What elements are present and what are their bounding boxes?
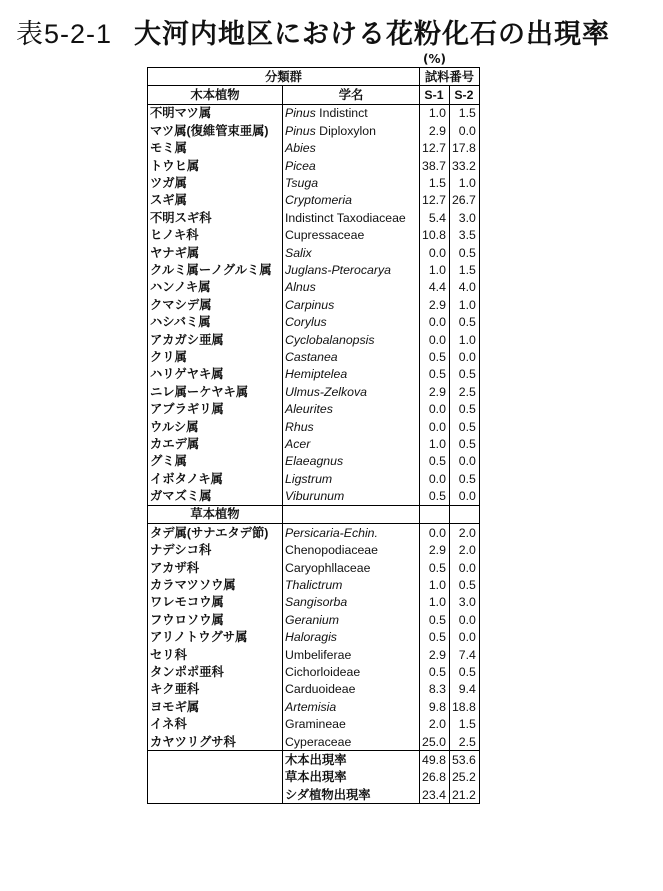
scientific-name-italic: Carpinus [285,297,335,312]
table-row [148,227,480,244]
value-s1: 0.0 [420,400,450,417]
table-row [148,629,480,646]
section-herb-label: 草本植物 [148,505,283,523]
scientific-name-italic: Pinus [285,123,316,138]
value-s1: 1.0 [420,261,450,278]
taxon-scientific-name [283,576,420,593]
table-row [148,663,480,680]
taxon-scientific-name [283,227,420,244]
scientific-name-plain: Indistinct Taxodiaceae [285,210,406,225]
taxon-japanese-name: アカザ科 [148,559,283,576]
value-s2: 0.0 [449,122,479,139]
taxon-japanese-name: クルミ属ーノグルミ属 [148,261,283,278]
value-s2: 1.5 [449,104,479,122]
value-s1: 1.0 [420,594,450,611]
value-s2: 1.0 [449,174,479,191]
taxon-japanese-name: タデ属(サナエタデ節) [148,524,283,542]
scientific-name-italic: Pinus [285,106,316,121]
taxon-japanese-name: ハンノキ属 [148,279,283,296]
unit-label: (%) [423,52,446,66]
taxon-scientific-name [283,348,420,365]
summary-row [148,786,480,804]
value-s1: 1.0 [420,104,450,122]
scientific-name-plain: Carduoideae [285,682,356,697]
table-row [148,453,480,470]
taxon-japanese-name: ガマズミ属 [148,487,283,505]
value-s2: 7.4 [449,646,479,663]
value-s2: 33.2 [449,157,479,174]
table-row [148,681,480,698]
taxon-japanese-name: カエデ属 [148,435,283,452]
taxon-japanese-name: グミ属 [148,453,283,470]
table-row [148,261,480,278]
scientific-name-italic: Haloragis [285,630,337,645]
scientific-name-italic: Salix [285,245,312,260]
value-s1: 9.8 [420,698,450,715]
taxon-japanese-name: タンポポ亜科 [148,663,283,680]
value-s2: 0.5 [449,435,479,452]
table-row [148,366,480,383]
taxon-scientific-name [283,400,420,417]
taxon-scientific-name [283,470,420,487]
table-row [148,594,480,611]
value-s1: 0.5 [420,629,450,646]
header-s2: S-2 [449,86,479,104]
scientific-name-italic: Ligstrum [285,471,333,486]
table-row [148,646,480,663]
scientific-name-italic: Persicaria-Echin. [285,525,378,540]
scientific-name-plain: Cyperaceae [285,734,352,749]
scientific-name-italic: Cyclobalanopsis [285,332,375,347]
value-s1: 2.0 [420,715,450,732]
scientific-name-italic: Acer [285,436,311,451]
summary-s1: 49.8 [420,751,450,769]
value-s1: 5.4 [420,209,450,226]
value-s2: 1.5 [449,715,479,732]
table-number: 表5-2-1 [16,19,113,49]
taxon-scientific-name [283,174,420,191]
table-row [148,524,480,542]
value-s2: 0.0 [449,487,479,505]
table-row [148,313,480,330]
taxon-scientific-name [283,698,420,715]
table-row [148,733,480,751]
scientific-name-italic: Cryptomeria [285,193,352,208]
taxon-scientific-name [283,383,420,400]
taxon-scientific-name [283,594,420,611]
table-row [148,418,480,435]
summary-s2: 25.2 [449,769,479,786]
value-s1: 1.0 [420,435,450,452]
scientific-name-italic: Artemisia [285,699,337,714]
table-row [148,279,480,296]
table-row [148,296,480,313]
table-row [148,559,480,576]
value-s1: 0.0 [420,313,450,330]
scientific-name-italic: Castanea [285,349,338,364]
value-s2: 18.8 [449,698,479,715]
section-row-herb [148,505,480,523]
taxon-scientific-name [283,331,420,348]
value-s2: 0.5 [449,400,479,417]
taxon-scientific-name [283,629,420,646]
value-s2: 9.4 [449,681,479,698]
taxon-japanese-name: ウルシ属 [148,418,283,435]
table-row [148,192,480,209]
value-s2: 2.0 [449,524,479,542]
empty-cell [148,751,283,769]
scientific-name-italic: Ulmus-Zelkova [285,384,367,399]
value-s1: 12.7 [420,140,450,157]
taxon-japanese-name: クマシデ属 [148,296,283,313]
taxon-scientific-name [283,487,420,505]
table-row [148,611,480,628]
table-row [148,331,480,348]
empty-cell [283,505,420,523]
summary-s1: 23.4 [420,786,450,804]
value-s2: 0.5 [449,576,479,593]
value-s1: 2.9 [420,646,450,663]
value-s1: 0.0 [420,524,450,542]
scientific-name-plain: Caryophllaceae [285,560,371,575]
empty-cell [148,769,283,786]
value-s1: 10.8 [420,227,450,244]
scientific-name-plain: Cupressaceae [285,228,365,243]
taxon-japanese-name: カラマツソウ属 [148,576,283,593]
taxon-scientific-name [283,559,420,576]
scientific-name-italic: Thalictrum [285,578,343,593]
table-row [148,244,480,261]
value-s2: 17.8 [449,140,479,157]
value-s1: 0.5 [420,559,450,576]
taxon-scientific-name [283,453,420,470]
value-s1: 0.0 [420,470,450,487]
taxon-scientific-name [283,209,420,226]
value-s2: 0.0 [449,348,479,365]
taxon-scientific-name [283,279,420,296]
taxon-scientific-name [283,681,420,698]
value-s2: 1.5 [449,261,479,278]
taxon-japanese-name: トウヒ属 [148,157,283,174]
scientific-name-plain: Umbeliferae [285,647,352,662]
taxon-scientific-name [283,296,420,313]
scientific-name-italic: Viburunum [285,489,345,504]
scientific-name-plain: Chenopodiaceae [285,543,378,558]
taxon-japanese-name: イボタノキ属 [148,470,283,487]
header-classification: 分類群 [148,68,420,86]
empty-cell [420,505,450,523]
table-row [148,348,480,365]
scientific-name-italic: Juglans-Pterocarya [285,262,391,277]
summary-s2: 21.2 [449,786,479,804]
scientific-name-italic: Abies [285,141,316,156]
scientific-name-italic: Elaeagnus [285,454,344,469]
summary-s1: 26.8 [420,769,450,786]
scientific-name-italic: Hemiptelea [285,367,348,382]
table-row [148,104,480,122]
value-s1: 0.5 [420,453,450,470]
taxon-japanese-name: スギ属 [148,192,283,209]
taxon-scientific-name [283,733,420,751]
value-s1: 1.0 [420,576,450,593]
value-s2: 0.5 [449,366,479,383]
scientific-name-italic: Rhus [285,419,314,434]
scientific-name-italic: Picea [285,158,316,173]
value-s2: 0.5 [449,418,479,435]
taxon-scientific-name [283,104,420,122]
value-s1: 25.0 [420,733,450,751]
scientific-name-italic: Sangisorba [285,595,348,610]
value-s1: 2.9 [420,296,450,313]
taxon-japanese-name: 不明マツ属 [148,104,283,122]
taxon-japanese-name: アカガシ亜属 [148,331,283,348]
taxon-japanese-name: フウロソウ属 [148,611,283,628]
table-row [148,383,480,400]
value-s1: 12.7 [420,192,450,209]
table-row [148,122,480,139]
value-s2: 0.0 [449,629,479,646]
value-s2: 2.5 [449,733,479,751]
value-s2: 1.0 [449,331,479,348]
taxon-scientific-name [283,663,420,680]
value-s1: 0.0 [420,418,450,435]
taxon-japanese-name: イネ科 [148,715,283,732]
value-s2: 0.5 [449,663,479,680]
taxon-japanese-name: アリノトウグサ属 [148,629,283,646]
taxon-japanese-name: ナデシコ科 [148,542,283,559]
taxon-scientific-name [283,192,420,209]
value-s1: 1.5 [420,174,450,191]
taxon-scientific-name [283,122,420,139]
taxon-japanese-name: ヒノキ科 [148,227,283,244]
value-s2: 1.0 [449,296,479,313]
empty-cell [148,786,283,804]
header-scientific-name: 学名 [283,86,420,104]
value-s1: 2.9 [420,542,450,559]
taxon-scientific-name [283,140,420,157]
taxon-scientific-name [283,244,420,261]
summary-row [148,769,480,786]
value-s2: 3.0 [449,209,479,226]
value-s1: 0.5 [420,366,450,383]
value-s2: 2.0 [449,542,479,559]
taxon-japanese-name: ヤナギ属 [148,244,283,261]
table-title [16,12,610,51]
summary-label: シダ植物出現率 [283,786,420,804]
header-sample-no: 試料番号 [420,68,480,86]
taxon-japanese-name: アブラギリ属 [148,400,283,417]
value-s1: 0.5 [420,611,450,628]
value-s1: 4.4 [420,279,450,296]
value-s2: 0.5 [449,244,479,261]
value-s2: 0.0 [449,559,479,576]
value-s1: 2.9 [420,122,450,139]
taxon-scientific-name [283,157,420,174]
taxon-scientific-name [283,313,420,330]
taxon-scientific-name [283,646,420,663]
scientific-name-italic: Aleurites [285,402,333,417]
taxon-scientific-name [283,611,420,628]
table-row [148,174,480,191]
table-row [148,157,480,174]
summary-row [148,751,480,769]
taxon-japanese-name: ヨモギ属 [148,698,283,715]
summary-label: 木本出現率 [283,751,420,769]
table-row [148,698,480,715]
value-s1: 0.5 [420,348,450,365]
value-s1: 38.7 [420,157,450,174]
taxon-japanese-name: モミ属 [148,140,283,157]
header-section-tree: 木本植物 [148,86,283,104]
taxon-scientific-name [283,261,420,278]
value-s1: 0.5 [420,663,450,680]
taxon-scientific-name [283,435,420,452]
taxon-japanese-name: マツ属(復維管束亜属) [148,122,283,139]
summary-s2: 53.6 [449,751,479,769]
value-s2: 26.7 [449,192,479,209]
value-s1: 8.3 [420,681,450,698]
scientific-name-plain: Indistinct [315,106,368,121]
value-s1: 0.0 [420,244,450,261]
summary-label: 草本出現率 [283,769,420,786]
table-row [148,576,480,593]
taxon-scientific-name [283,418,420,435]
value-s2: 0.0 [449,453,479,470]
scientific-name-italic: Tsuga [285,176,319,191]
taxon-japanese-name: ワレモコウ属 [148,594,283,611]
value-s2: 0.5 [449,470,479,487]
table-row [148,435,480,452]
taxon-scientific-name [283,715,420,732]
table-row [148,542,480,559]
value-s1: 0.5 [420,487,450,505]
scientific-name-italic: Corylus [285,315,327,330]
value-s2: 3.0 [449,594,479,611]
taxon-japanese-name: ハリゲヤキ属 [148,366,283,383]
taxon-scientific-name [283,366,420,383]
scientific-name-plain: Cichorloideae [285,664,361,679]
pollen-table [147,67,480,804]
header-s1: S-1 [420,86,450,104]
value-s2: 0.0 [449,611,479,628]
taxon-japanese-name: カヤツリグサ科 [148,733,283,751]
taxon-japanese-name: キク亜科 [148,681,283,698]
taxon-japanese-name: ハシバミ属 [148,313,283,330]
taxon-scientific-name [283,542,420,559]
taxon-japanese-name: クリ属 [148,348,283,365]
scientific-name-plain: Diploxylon [315,123,376,138]
scientific-name-italic: Alnus [285,280,316,295]
value-s1: 2.9 [420,383,450,400]
table-row [148,715,480,732]
value-s1: 0.0 [420,331,450,348]
empty-cell [449,505,479,523]
taxon-japanese-name: ニレ属ーケヤキ属 [148,383,283,400]
table-row [148,400,480,417]
taxon-japanese-name: セリ科 [148,646,283,663]
table-title-text: 大河内地区における花粉化石の出現率 [134,19,611,50]
taxon-japanese-name: ツガ属 [148,174,283,191]
scientific-name-plain: Gramineae [285,717,346,732]
table-row [148,487,480,505]
value-s2: 3.5 [449,227,479,244]
taxon-japanese-name: 不明スギ科 [148,209,283,226]
value-s2: 2.5 [449,383,479,400]
taxon-scientific-name [283,524,420,542]
table-row [148,209,480,226]
value-s2: 4.0 [449,279,479,296]
table-row [148,140,480,157]
scientific-name-italic: Geranium [285,612,339,627]
value-s2: 0.5 [449,313,479,330]
table-row [148,470,480,487]
